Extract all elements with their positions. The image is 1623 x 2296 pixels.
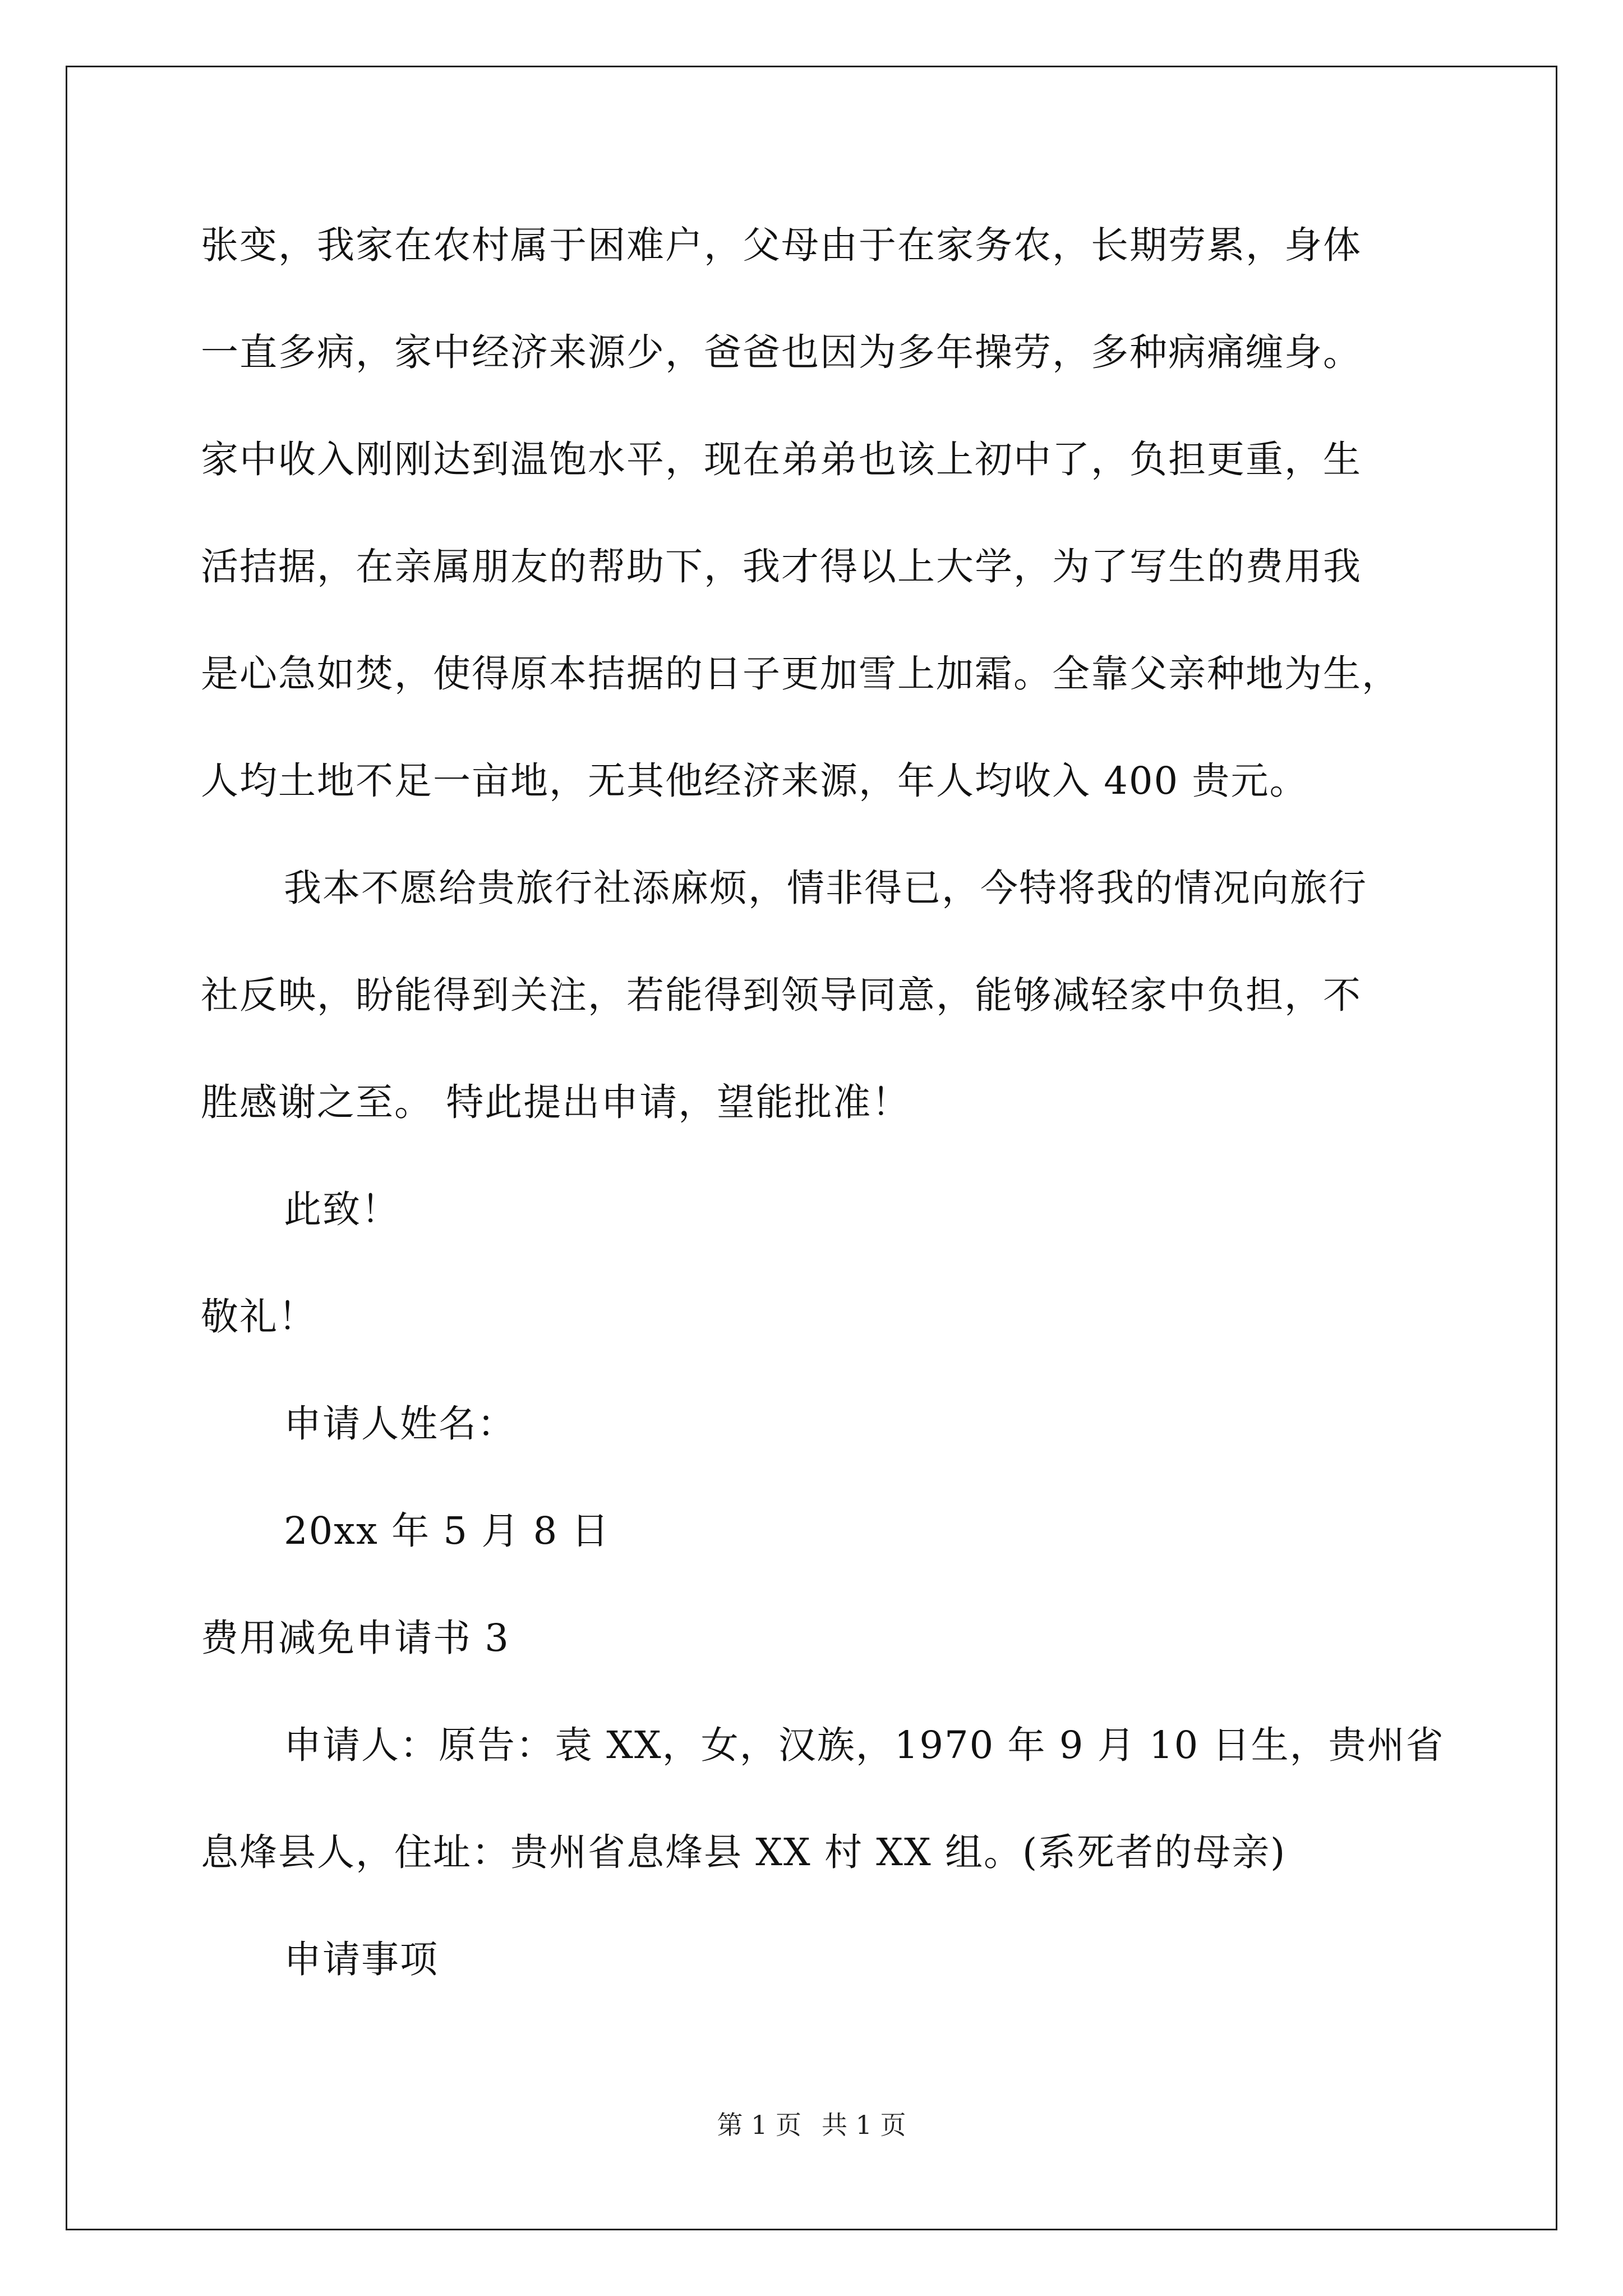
salutation: 此致！ — [284, 1188, 400, 1231]
body-line: 是心急如焚，使得原本拮据的日子更加雪上加霜。全靠父亲种地为生， — [201, 652, 1400, 696]
body-line: 人均土地不足一亩地，无其他经济来源，年人均收入 400 贵元。 — [201, 759, 1308, 803]
applicant-name-label: 申请人姓名： — [284, 1402, 516, 1446]
body-line: 活拮据，在亲属朋友的帮助下，我才得以上大学，为了写生的费用我 — [201, 545, 1362, 588]
section-heading: 申请事项 — [284, 1938, 439, 1981]
page-number: 第 1 页 — [717, 2110, 801, 2140]
body-line: 我本不愿给贵旅行社添麻烦，情非得已，今特将我的情况向旅行 — [284, 866, 1367, 910]
section-title: 费用减免申请书 3 — [201, 1616, 510, 1660]
body-line: 胜感谢之至。 特此提出申请，望能批准！ — [201, 1080, 911, 1124]
page-footer — [0, 2108, 1623, 2142]
body-line: 申请人：原告：袁 XX，女，汉族，1970 年 9 月 10 日生，贵州省 — [284, 1723, 1445, 1767]
body-line: 一直多病，家中经济来源少，爸爸也因为多年操劳，多种病痛缠身。 — [201, 330, 1362, 374]
page-total: 共 1 页 — [822, 2110, 906, 2140]
body-line: 家中收入刚刚达到温饱水平，现在弟弟也该上初中了，负担更重，生 — [201, 438, 1362, 481]
closing: 敬礼！ — [201, 1295, 317, 1338]
date-line: 20xx 年 5 月 8 日 — [284, 1509, 610, 1553]
body-line: 社反映，盼能得到关注，若能得到领导同意，能够减轻家中负担，不 — [201, 973, 1362, 1017]
body-line: 息烽县人，住址：贵州省息烽县 XX 村 XX 组。(系死者的母亲) — [201, 1830, 1287, 1874]
document-body — [201, 219, 1445, 2040]
body-line: 张变，我家在农村属于困难户，父母由于在家务农，长期劳累，身体 — [201, 223, 1362, 267]
